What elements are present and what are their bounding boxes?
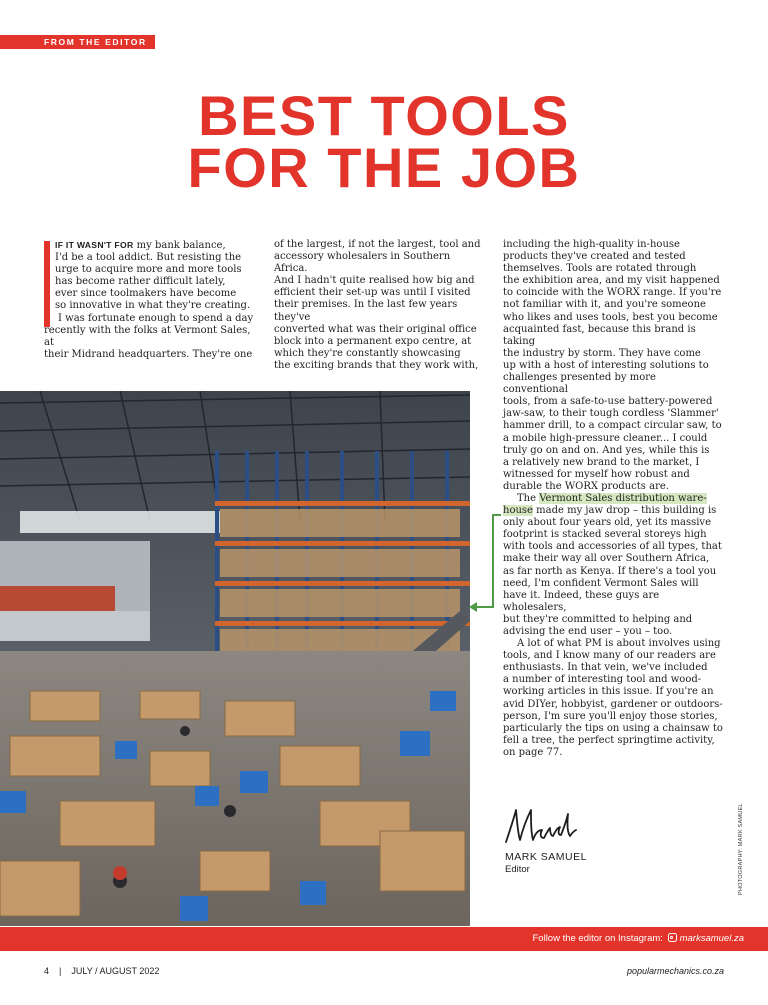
text-line: working articles in this issue. If you're an xyxy=(503,686,714,698)
text-line: accessory wholesalers in Southern Africa. xyxy=(274,251,451,275)
text-line: a number of interesting tool and wood- xyxy=(503,674,702,686)
text-line: avid DIYer, hobbyist, gardener or outdoors- xyxy=(503,698,723,710)
text-line: ever since toolmakers have become xyxy=(55,288,237,300)
warehouse-photo xyxy=(0,391,470,926)
follow-text: Follow the editor on Instagram: xyxy=(532,933,663,944)
text-line: their premises. In the last few years they've xyxy=(274,299,458,323)
instagram-icon xyxy=(668,933,677,942)
text-line: advising the end user – you – too. xyxy=(503,626,673,637)
folio-separator: | xyxy=(59,966,62,976)
text-line: fell a tree, the perfect springtime activity, xyxy=(503,734,715,746)
text-line: have it. Indeed, these guys are wholesalers, xyxy=(503,589,660,613)
text-line: enthusiasts. In that vein, we've included xyxy=(503,662,708,674)
text-line: but they're committed to helping and xyxy=(503,613,693,625)
text-line: durable the WORX products are. xyxy=(503,480,669,492)
headline xyxy=(0,84,768,199)
text-fragment: made my jaw drop – this building is xyxy=(536,505,717,517)
text-line: the exciting brands that they work with, xyxy=(274,359,479,371)
text-line: the exhibition area, and my visit happened xyxy=(503,275,720,287)
text-line: tools, from a safe-to-use battery-powered xyxy=(503,396,713,408)
highlight-connector xyxy=(492,514,494,608)
text-line: has become rather difficult lately, xyxy=(55,276,226,288)
footer-band xyxy=(0,927,768,951)
editor-name: MARK SAMUEL xyxy=(505,851,587,863)
text-line: A lot of what PM is about involves using xyxy=(517,638,721,650)
text-line: urge to acquire more and more tools xyxy=(55,264,242,276)
opening-paragraph xyxy=(44,239,262,313)
text-line: of the largest, if not the largest, tool and xyxy=(274,239,481,250)
text-line: who likes and uses tools, best you become xyxy=(503,311,718,323)
article-column-3 xyxy=(503,239,723,759)
article-column-1 xyxy=(44,239,262,361)
text-line: efficient their set-up was until I visited xyxy=(274,287,471,299)
text-line: a relatively new brand to the market, I xyxy=(503,456,700,468)
paragraph xyxy=(44,313,262,361)
issue-date: JULY / AUGUST 2022 xyxy=(71,966,160,976)
instagram-handle[interactable]: marksamuel.za xyxy=(679,933,744,944)
text-line: particularly the tips on using a chainsaw to xyxy=(503,722,723,734)
text-line: a mobile high-pressure cleaner... I could xyxy=(503,432,708,444)
text-line: truly go on and on. And yes, while this is xyxy=(503,444,710,456)
text-line: which they're constantly showcasing xyxy=(274,347,461,359)
text-line: block into a permanent expo centre, at xyxy=(274,335,472,347)
text-line: I'd be a tool addict. But resisting the xyxy=(55,252,242,264)
text-line: recently with the folks at Vermont Sales, at xyxy=(44,324,251,348)
instagram-promo xyxy=(533,927,745,951)
text-line: witnessed for myself how robust and xyxy=(503,468,690,480)
text-line: And I hadn't quite realised how big and xyxy=(274,275,475,287)
text-line: on page 77. xyxy=(503,746,563,758)
text-line: products they've created and tested xyxy=(503,251,686,263)
paragraph xyxy=(503,493,723,638)
text-line: themselves. Tools are rotated through xyxy=(503,263,697,275)
text-line: I was fortunate enough to spend a day xyxy=(58,312,254,324)
paragraph xyxy=(503,638,723,759)
article-column-2 xyxy=(274,239,484,372)
headline-line-2: FOR THE JOB xyxy=(187,136,581,199)
text-line: hammer drill, to a compact circular saw, to xyxy=(503,420,722,432)
text-fragment: The xyxy=(517,492,537,504)
text-line: as far north as Kenya. If there's a tool you xyxy=(503,565,717,577)
text-line: jaw-saw, to their tough cordless 'Slammer' xyxy=(503,408,719,420)
text-line: to coincide with the WORX range. If you're xyxy=(503,287,722,299)
highlighted-text: Vermont Sales distribution ware- xyxy=(539,492,707,504)
run-in-heading: IF IT WASN'T FOR xyxy=(55,240,134,250)
photo-credit: PHOTOGRAPHY: MARK SAMUEL xyxy=(738,803,744,895)
text-line: person, I'm sure you'll enjoy those stories, xyxy=(503,710,718,722)
text-line: not familiar with it, and you're someone xyxy=(503,299,706,311)
website-link[interactable]: popularmechanics.co.za xyxy=(626,966,724,976)
text-line: need, I'm confident Vermont Sales will xyxy=(503,577,699,589)
text-line: challenges presented by more conventional xyxy=(503,372,656,396)
text-line: the industry by storm. They have come xyxy=(503,347,701,359)
highlighted-text: house xyxy=(503,505,533,517)
editor-signature xyxy=(500,800,580,850)
text-line: so innovative in what they're creating. xyxy=(55,300,251,312)
text-line: their Midrand headquarters. They're one xyxy=(44,348,253,360)
text-line: acquainted fast, because this brand is taking xyxy=(503,323,696,347)
paragraph xyxy=(274,239,484,372)
text-line: including the high-quality in-house xyxy=(503,239,680,250)
highlight-connector-tick xyxy=(492,514,501,516)
headline-line-1: BEST TOOLS xyxy=(198,84,570,147)
page-number: 4 xyxy=(44,966,50,976)
paragraph xyxy=(503,239,723,493)
editor-title: Editor xyxy=(505,864,530,875)
text-line: only about four years old, yet its massive xyxy=(503,517,711,529)
text-line: up with a host of interesting solutions to xyxy=(503,359,709,371)
folio xyxy=(44,966,159,976)
arrow-left-icon xyxy=(469,602,477,612)
text-line: converted what was their original office xyxy=(274,323,477,335)
text-line: my bank balance, xyxy=(136,240,226,251)
text-line: footprint is stacked several storeys high xyxy=(503,529,707,541)
section-label: FROM THE EDITOR xyxy=(0,35,155,49)
text-line: make their way all over Southern Africa, xyxy=(503,553,710,565)
text-line: tools, and I know many of our readers are xyxy=(503,650,716,662)
arrow-left-icon-shaft xyxy=(476,606,494,608)
text-line: with tools and accessories of all types, that xyxy=(503,541,722,553)
